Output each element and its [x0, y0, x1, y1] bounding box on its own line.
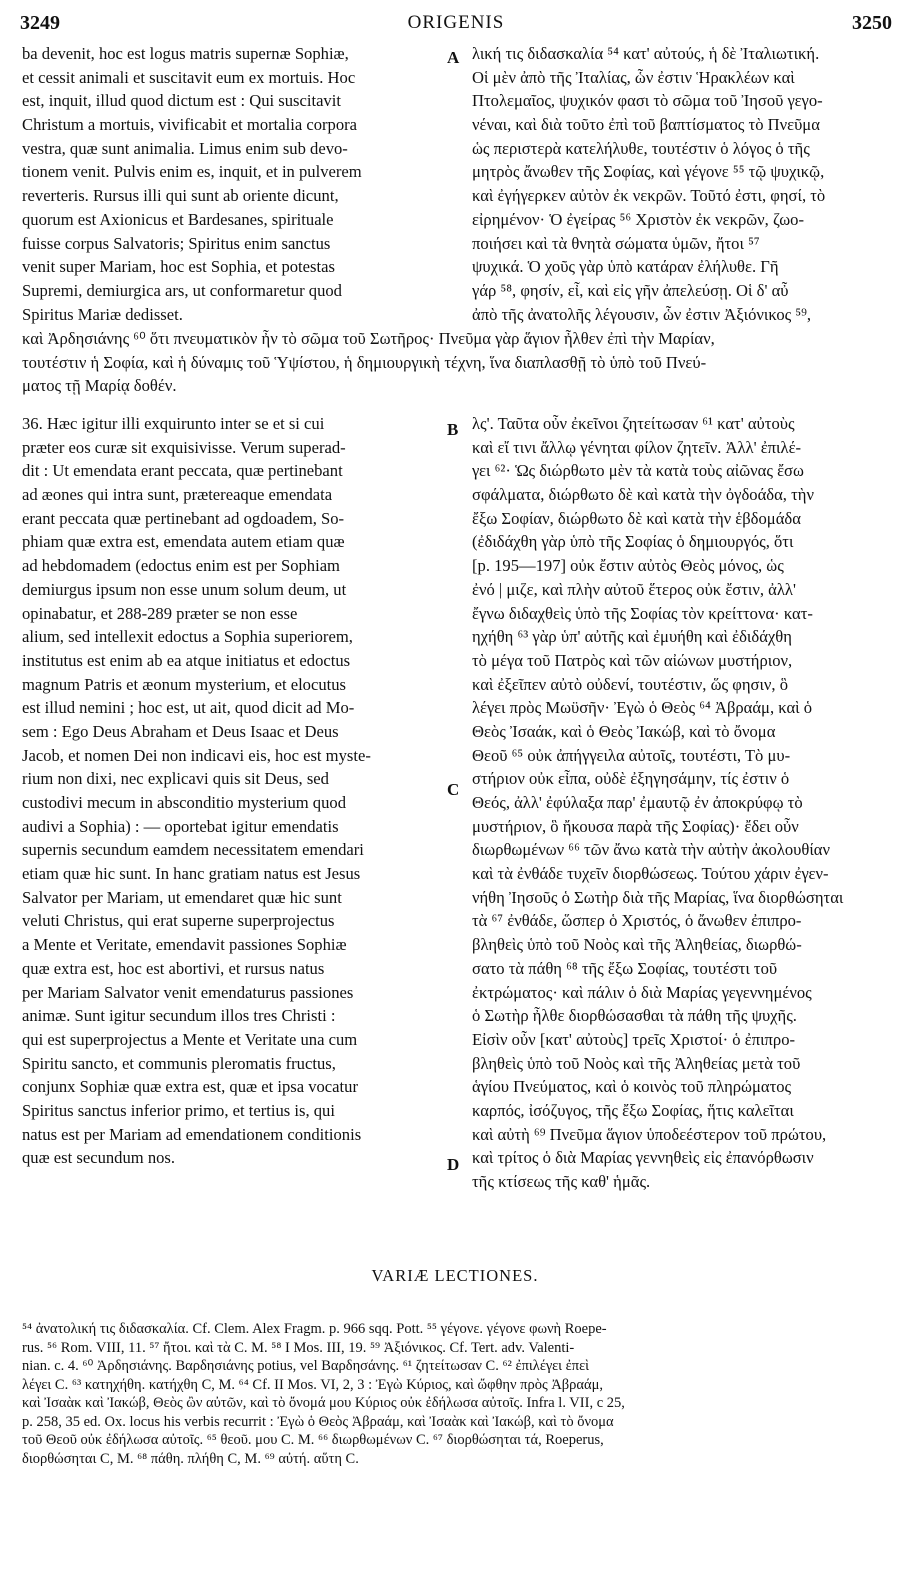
- text-line: Spiritu sancto, et communis pleromatis fructus,: [22, 1053, 336, 1073]
- text-line: γει ⁶²· Ὡς διώρθωτο μὲν τὰ κατὰ τοὺς αἰῶνας ἔσω: [472, 461, 804, 481]
- text-line: τουτέστιν ἡ Σοφία, καὶ ἡ δύναμις τοῦ Ὑψίστου, ἡ δημιουργικὴ τέχνη, ἵνα διαπλασθῇ τὸ ὑπὸ τοῦ Πνεύ-: [22, 352, 707, 372]
- text-line: Θεός, ἀλλ' ἐφύλαξα παρ' ἐμαυτῷ ἐν ἀποκρύφῳ τὸ: [472, 793, 803, 812]
- text-line: Christum a mortuis, vivificabit et mortalia corpora: [22, 115, 358, 135]
- text-line: νέναι, καὶ διὰ τοῦτο ἐπὶ τοῦ βαπτίσματος τὸ Πνεῦμα: [472, 115, 820, 135]
- text-line: præter eos curæ sit exquisivisse. Verum superad-: [22, 437, 346, 457]
- text-line: τῆς κτίσεως τῆς καθ' ἡμᾶς.: [472, 1172, 651, 1191]
- text-line: ἔξω Σοφίαν, διώρθωτο δὲ καὶ κατὰ τὴν ἑβδομάδα: [472, 508, 801, 528]
- text-line: ἁγίου Πνεύματος, καὶ ὁ κοινὸς τοῦ πληρώματος: [472, 1077, 792, 1097]
- footnote-line: καὶ Ἰσαὰκ καὶ Ἰακώβ, Θεὸς ὢν αὐτῶν, καὶ τὸ ὄνομά μου Κύριος οὐκ ἐδήλωσα αὐτοῖς. Infra l. VII, c 25,: [22, 1395, 625, 1411]
- text-line: στήριον οὐκ εἶπα, οὐδὲ ἐξηγησάμην, τίς ἐστιν ὁ: [472, 769, 790, 789]
- text-line: Εἰσὶν οὖν [κατ' αὐτοὺς] τρεῖς Χριστοί· ὁ ἐπιπρο-: [472, 1029, 796, 1049]
- text-line: [p. 195—197] οὐκ ἔστιν αὐτὸς Θεὸς μόνος, ὡς: [472, 556, 784, 576]
- text-line: quæ extra est, hoc est abortivi, et rursus natus: [22, 958, 325, 978]
- text-line: Θεοῦ ⁶⁵ οὐκ ἀπήγγειλα αὐτοῖς, τουτέστι, Τὸ μυ-: [472, 745, 791, 765]
- text-line: καὶ Ἀρδησιάνης ⁶⁰ ὅτι πνευματικὸν ἦν τὸ σῶμα τοῦ Σωτῆρος· Πνεῦμα γὰρ ἅγιον ἦλθεν ἐπὶ τὴν Μαρίαν,: [22, 329, 715, 348]
- text-line: natus est per Mariam ad emendationem conditionis: [22, 1124, 362, 1144]
- text-line: veluti Christus, qui erat superne superprojectus: [22, 911, 335, 931]
- text-line: 36. Hæc igitur illi exquirunto inter se et si cui: [22, 414, 325, 433]
- full-width-greek: [22, 327, 890, 398]
- section-marker-d: D: [447, 1155, 460, 1174]
- text-line: καὶ εἴ τινι ἄλλῳ γένηται φίλον ζητεῖν. Ἀλλ' ἐπιλέ-: [472, 437, 802, 457]
- text-line: ἐκτρώματος· καὶ πάλιν ὁ διὰ Μαρίας γεγεννημένος: [472, 982, 812, 1002]
- text-line: Θεὸς Ἰσαάκ, καὶ ὁ Θεὸς Ἰακώβ, καὶ τὸ ὄνομα: [472, 721, 776, 741]
- text-line: Salvator per Mariam, ut emendaret quæ hic sunt: [22, 887, 342, 907]
- footnote-line: ⁵⁴ ἀνατολική τις διδασκαλία. Cf. Clem. Alex Fragm. p. 966 sqq. Pott. ⁵⁵ γέγονε. γέγονε φωνὴ Roepe-: [22, 1321, 607, 1337]
- text-line: ad hebdomadem (edoctus enim est per Sophiam: [22, 556, 340, 576]
- text-line: quæ est secundum nos.: [22, 1148, 176, 1168]
- text-line: et cessit animali et suscitavit eum ex mortuis. Hoc: [22, 67, 356, 87]
- footnote-line: rus. ⁵⁶ Rom. VIII, 11. ⁵⁷ ἤτοι. καὶ τὰ C. M. ⁵⁸ I Mos. III, 19. ⁵⁹ Ἀξιόνικος. Cf. Tert. adv. Valenti-: [22, 1339, 575, 1356]
- text-line: ηχήθη ⁶³ γὰρ ὑπ' αὐτῆς καὶ ἐμυήθη καὶ ἐδιδάχθη: [472, 627, 792, 647]
- text-line: rium non dixi, nec explicavi quis sit Deus, sed: [22, 769, 329, 789]
- footnotes: [22, 1320, 890, 1468]
- text-line: quorum est Axionicus et Bardesanes, spirituale: [22, 209, 334, 229]
- text-line: λική τις διδασκαλία ⁵⁴ κατ' αὐτούς, ἡ δὲ Ἰταλιωτική.: [472, 44, 820, 63]
- text-line: phiam quæ extra est, emendata autem etiam quæ: [22, 532, 345, 552]
- text-line: καρπός, ἰσόζυγος, τῆς ἔξω Σοφίας, ἥτις καλεῖται: [472, 1100, 794, 1120]
- text-line: qui est superprojectus a Mente et Veritate una cum: [22, 1029, 358, 1049]
- text-line: ψυχικά. Ὁ χοῦς γὰρ ὑπὸ κατάραν ἐλήλυθε. Γῆ: [472, 257, 779, 277]
- section-marker-c: C: [447, 780, 460, 799]
- text-line: τὸ μέγα τοῦ Πατρὸς καὶ τῶν αἰώνων μυστήριον,: [472, 650, 793, 670]
- text-line: βληθεὶς ὑπὸ τοῦ Νοὸς καὶ τῆς Ἀληθείας μετὰ τοῦ: [472, 1053, 801, 1073]
- text-line: διωρθωμένων ⁶⁶ τῶν ἄνω κατὰ τὴν αὐτὴν ἀκολουθίαν: [472, 840, 831, 860]
- text-line: καὶ τὰ ἐνθάδε τυχεῖν διορθώσεως. Τούτου χάριν ἐγεν-: [472, 864, 829, 884]
- text-line: καὶ ἐγήγερκεν αὐτὸν ἐκ νεκρῶν. Τοῦτό ἐστι, φησί, τὸ: [472, 186, 826, 206]
- text-line: ἀπὸ τῆς ἀνατολῆς λέγουσιν, ὧν ἐστιν Ἀξιόνικος ⁵⁹,: [472, 304, 812, 324]
- text-line: erant peccata quæ pertinebant ad ogdoadem, So-: [22, 508, 345, 528]
- text-line: dit : Ut emendata erant peccata, quæ pertinebant: [22, 461, 343, 481]
- greek-column-bottom: [472, 412, 890, 1194]
- section-marker-a: A: [447, 48, 460, 67]
- text-line: Πτολεμαῖος, ψυχικόν φασι τὸ σῶμα τοῦ Ἰησοῦ γεγο-: [472, 91, 823, 111]
- text-line: λέγει πρὸς Μωϋσῆν· Ἐγὼ ὁ Θεὸς ⁶⁴ Ἀβραάμ, καὶ ὁ: [472, 698, 813, 718]
- text-line: (ἐδιδάχθη γὰρ ὑπὸ τῆς Σοφίας ὁ δημιουργός, ὅτι: [472, 532, 794, 552]
- text-line: tionem venit. Pulvis enim es, inquit, et in pulverem: [22, 162, 362, 182]
- text-line: animæ. Sunt igitur secundum illos tres Christi :: [22, 1006, 336, 1026]
- text-line: a Mente et Veritate, emendavit passiones Sophiæ: [22, 935, 347, 955]
- text-line: τὰ ⁶⁷ ἐνθάδε, ὥσπερ ὁ Χριστός, ὁ ἄνωθεν ἐπιπρο-: [472, 911, 802, 931]
- text-line: σφάλματα, διώρθωτο δὲ καὶ κατὰ τὴν ὀγδοάδα, τὴν: [472, 485, 814, 505]
- text-line: βληθεὶς ὑπὸ τοῦ Νοὸς καὶ τῆς Ἀληθείας, διωρθώ-: [472, 935, 802, 955]
- text-line: σατο τὰ πάθη ⁶⁸ τῆς ἔξω Σοφίας, τουτέστι τοῦ: [472, 958, 778, 978]
- text-line: Οἱ μὲν ἀπὸ τῆς Ἰταλίας, ὧν ἐστιν Ἡρακλέων καὶ: [472, 67, 795, 87]
- text-line: καὶ αὐτὴ ⁶⁹ Πνεῦμα ἅγιον ὑποδεέστερον τοῦ πρώτου,: [472, 1124, 827, 1144]
- footnote-line: τοῦ Θεοῦ οὐκ ἐδήλωσα αὐτοῖς. ⁶⁵ θεοῦ. μου C. M. ⁶⁶ διωρθωμένων C. ⁶⁷ διορθώσηται τά, Roeperus,: [22, 1432, 604, 1448]
- text-line: ματος τῇ Μαρίᾳ δοθέν.: [22, 376, 177, 396]
- text-line: μυστήριον, ὃ ἤκουσα παρὰ τῆς Σοφίας)· ἔδει οὖν: [472, 816, 799, 836]
- text-line: venit super Mariam, hoc est Sophia, et potestas: [22, 257, 335, 277]
- right-page-number: 3250: [851, 11, 892, 34]
- text-line: εἰρημένον· Ὁ ἐγείρας ⁵⁶ Χριστὸν ἐκ νεκρῶν, ζωο-: [472, 209, 804, 229]
- text-line: magnum Patris et æonum mysterium, et elocutus: [22, 674, 346, 694]
- text-line: supernis secundum eamdem necessitatem emendari: [22, 840, 364, 860]
- footnote-line: nian. c. 4. ⁶⁰ Ἀρδησιάνης. Βαρδησιάνης potius, vel Βαρδησάνης. ⁶¹ ζητείτωσαν C. ⁶² ἐπιλέγει ἐπεὶ: [22, 1358, 590, 1374]
- footnote-line: διορθώσηται C, M. ⁶⁸ πάθη. πλήθη C, M. ⁶⁹ αὐτή. αὕτη C.: [22, 1450, 359, 1467]
- running-header: [20, 10, 892, 36]
- text-line: Spiritus sanctus inferior primo, et tertius is, qui: [22, 1100, 335, 1120]
- text-line: institutus est enim ab ea atque initiatus et edoctus: [22, 650, 351, 670]
- text-line: est illud nemini ; hoc est, ut ait, quod dicit ad Mo-: [22, 698, 355, 718]
- text-line: vestra, quæ sunt animalia. Limus enim sub devo-: [22, 138, 348, 158]
- variae-lectiones-heading: VARIÆ LECTIONES.: [371, 1266, 539, 1285]
- running-title: ORIGENIS: [407, 12, 505, 33]
- text-line: alium, sed intellexit edoctus a Sophia superiorem,: [22, 627, 353, 647]
- text-line: Spiritus Mariæ dedisset.: [22, 304, 183, 324]
- left-page-number: 3249: [20, 11, 60, 34]
- text-line: ὁ Σωτὴρ ἦλθε διορθώσασθαι τὰ πάθη τῆς ψυχῆς.: [472, 1006, 797, 1026]
- greek-column-top: [472, 42, 890, 326]
- text-line: καὶ ἐξεῖπεν αὐτὸ οὐδενί, τουτέστιν, ὥς φησιν, ὃ: [472, 674, 789, 694]
- text-line: Supremi, demiurgica ars, ut conformaretur quod: [22, 280, 342, 300]
- text-line: etiam quæ hic sunt. In hanc gratiam natus est Jesus: [22, 864, 361, 884]
- text-line: μητρὸς ἄνωθεν τῆς Σοφίας, καὶ γέγονε ⁵⁵ τῷ ψυχικῷ,: [472, 162, 825, 182]
- text-line: est, inquit, illud quod dictum est : Qui suscitavit: [22, 91, 341, 111]
- text-line: ba devenit, hoc est logus matris supernæ Sophiæ,: [22, 44, 349, 63]
- text-line: ἔγνω διδαχθεὶς ὑπὸ τῆς Σοφίας τὸν κρείττονα· κατ-: [472, 603, 813, 623]
- footnote-line: p. 258, 35 ed. Ox. locus his verbis recurrit : Ἐγὼ ὁ Θεὸς Ἀβραάμ, καὶ Ἰσαὰκ καὶ Ἰακώβ, καὶ τὸ ὄνομα: [22, 1413, 614, 1430]
- text-line: custodivi mecum in absconditio mysterium quod: [22, 793, 346, 812]
- footnote-line: λέγει C. ⁶³ κατηχήθη. κατήχθη C, M. ⁶⁴ Cf. II Mos. VI, 2, 3 : Ἐγὼ Κύριος, καὶ ὤφθην πρὸς Ἀβραάμ,: [22, 1376, 604, 1393]
- text-line: conjunx Sophiæ quæ extra est, quæ et ipsa vocatur: [22, 1077, 358, 1097]
- latin-column-top: [22, 42, 442, 326]
- text-line: reverteris. Rursus illi qui sunt ab oriente dicunt,: [22, 186, 339, 206]
- section-marker-b: B: [447, 420, 459, 439]
- text-line: ad æones qui intra sunt, prætereaque emendata: [22, 485, 333, 505]
- text-line: opinabatur, et 288-289 præter se non esse: [22, 603, 298, 623]
- text-line: Jacob, et nomen Dei non indicavi eis, hoc est myste-: [22, 745, 371, 765]
- text-line: demiurgus ipsum non esse unum solum deum, ut: [22, 579, 347, 599]
- text-line: fuisse corpus Salvatoris; Spiritus enim sanctus: [22, 233, 331, 253]
- text-line: sem : Ego Deus Abraham et Deus Isaac et Deus: [22, 721, 339, 741]
- text-line: γάρ ⁵⁸, φησίν, εἶ, καὶ εἰς γῆν ἀπελεύσῃ. Οἱ δ' αὖ: [472, 280, 789, 300]
- text-line: ποιήσει καὶ τὰ θνητὰ σώματα ὑμῶν, ἤτοι ⁵⁷: [472, 233, 760, 253]
- text-line: ὡς περιστερὰ κατελήλυθε, τουτέστιν ὁ λόγος ὁ τῆς: [472, 138, 810, 158]
- text-line: per Mariam Salvator venit emendaturus passiones: [22, 982, 354, 1002]
- text-line: καὶ τρίτος ὁ διὰ Μαρίας γεννηθεὶς εἰς ἐπανόρθωσιν: [472, 1148, 814, 1168]
- text-line: λς'. Ταῦτα οὖν ἐκεῖνοι ζητείτωσαν ⁶¹ κατ' αὐτοὺς: [472, 414, 795, 433]
- latin-column-bottom: [22, 412, 442, 1170]
- text-line: ἐνό | μιζε, καὶ πλὴν αὐτοῦ ἕτερος οὐκ ἔστιν, ἀλλ': [472, 579, 796, 599]
- text-line: νήθη Ἰησοῦς ὁ Σωτὴρ διὰ τῆς Μαρίας, ἵνα διορθώσηται: [472, 887, 844, 907]
- text-line: audivi a Sophia) : — oportebat igitur emendatis: [22, 816, 339, 836]
